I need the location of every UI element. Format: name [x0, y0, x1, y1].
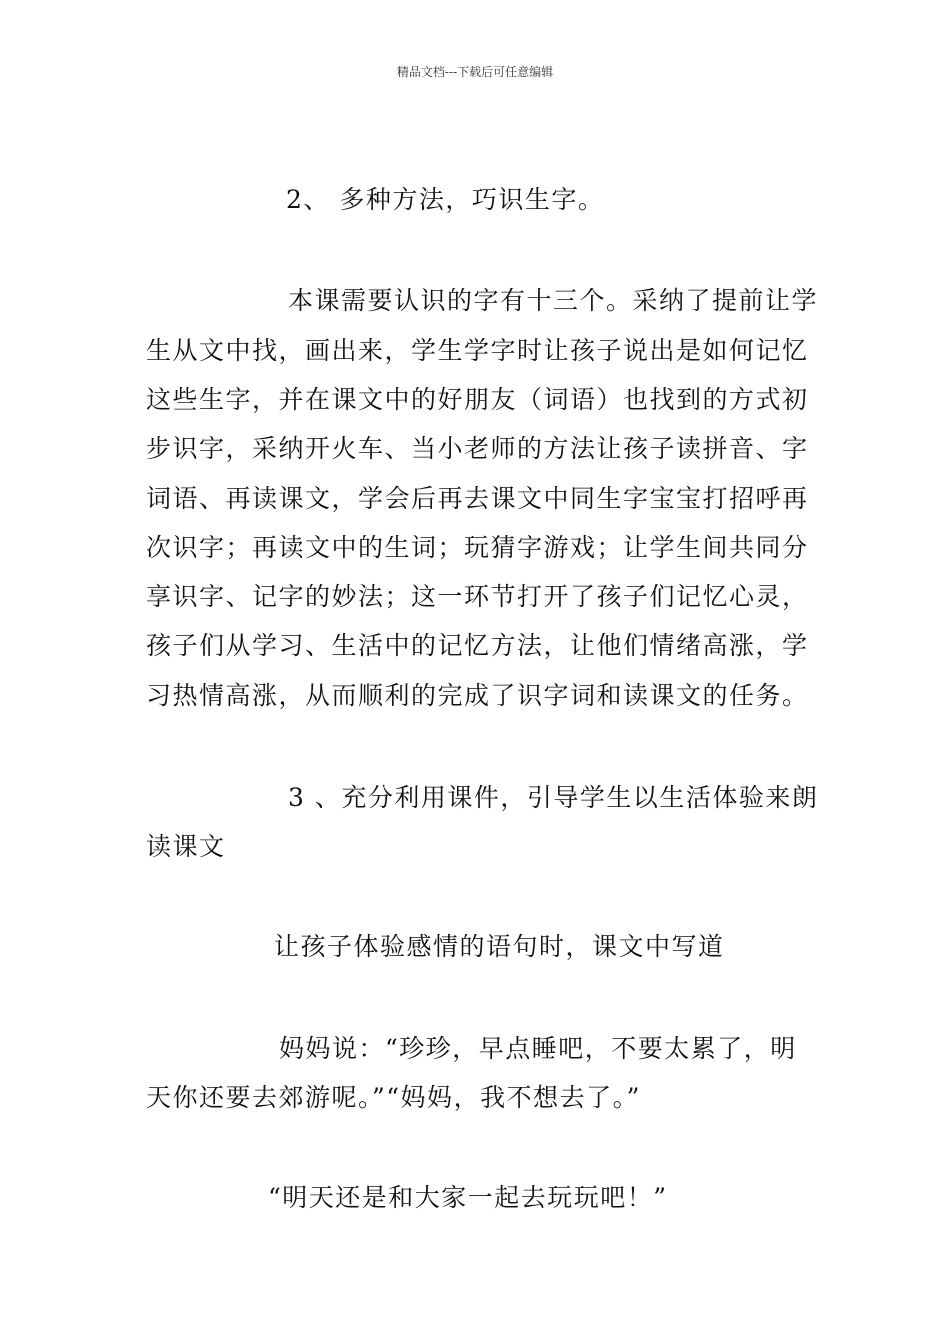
paragraph-line: 本课需要认识的字有十三个。采纳了提前让学 [288, 286, 819, 315]
paragraph-line: 孩子们从学习、生活中的记忆方法，让他们情绪高涨，学 [146, 631, 809, 660]
paragraph-intro: 让孩子体验感情的语句时，课文中写道 [274, 932, 725, 961]
paragraph-line: 天你还要去郊游呢。”“妈妈，我不想去了。” [146, 1083, 641, 1112]
paragraph-line: 这些生字，并在课文中的好朋友（词语）也找到的方式初 [146, 385, 809, 414]
paragraph-line: 习热情高涨，从而顺利的完成了识字词和读课文的任务。 [146, 681, 809, 710]
paragraph-line: 步识字，采纳开火车、当小老师的方法让孩子读拼音、字 [146, 434, 809, 463]
paragraph-quote: “明天还是和大家一起去玩玩吧！” [268, 1183, 668, 1212]
paragraph-line: 享识字、记字的妙法；这一环节打开了孩子们记忆心灵， [146, 582, 809, 611]
section-heading-2: 2、 多种方法，巧识生字。 [286, 185, 605, 214]
paragraph-line: 次识字；再读文中的生词；玩猜字游戏；让学生间共同分 [146, 533, 809, 562]
paragraph-line: 词语、再读课文，学会后再去课文中同生字宝宝打招呼再 [146, 484, 809, 513]
heading-line: 3 、充分利用课件，引导学生以生活体验来朗 [288, 783, 819, 812]
heading-line: 读课文 [146, 832, 226, 861]
paragraph-line: 生从文中找，画出来，学生学字时让孩子说出是如何记忆 [146, 336, 809, 365]
paragraph-line: 妈妈说：“珍珍，早点睡吧，不要太累了，明 [279, 1034, 797, 1063]
page-header: 精品文档---下载后可任意编辑 [396, 65, 554, 79]
